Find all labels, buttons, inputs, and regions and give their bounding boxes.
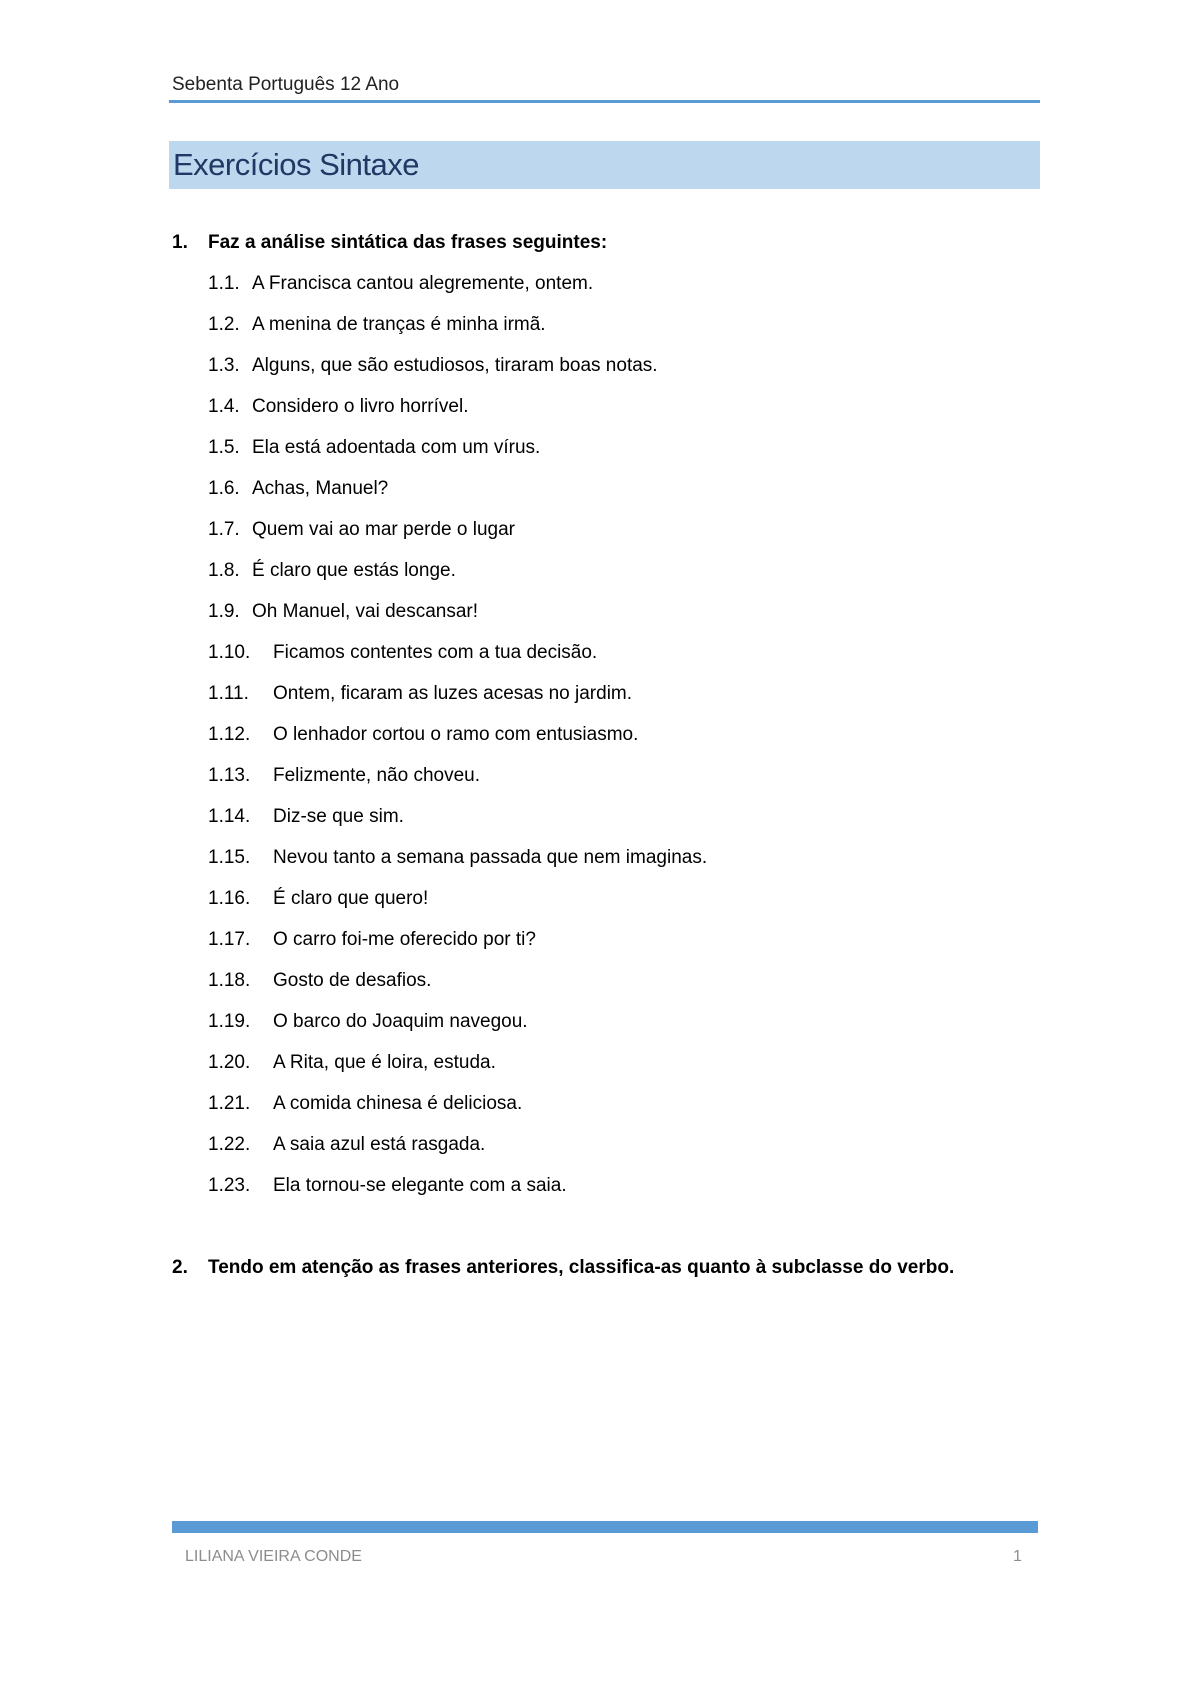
sentence-text: Felizmente, não choveu. [273, 765, 481, 786]
sentence-item [208, 396, 468, 418]
sentence-number: 1.5. [208, 437, 240, 458]
question-1 [172, 232, 607, 254]
sentence-item [208, 765, 480, 787]
sentence-text: É claro que quero! [273, 888, 429, 909]
page-number: 1 [1013, 1548, 1022, 1565]
question-text: Faz a análise sintática das frases seguintes: [208, 232, 608, 253]
sentence-number: 1.8. [208, 560, 240, 581]
question-number: 2. [172, 1257, 188, 1278]
sentence-item [208, 478, 388, 500]
sentence-item [208, 724, 638, 746]
sentence-number: 1.16. [208, 888, 251, 909]
sentence-number: 1.14. [208, 806, 251, 827]
sentence-text: Quem vai ao mar perde o lugar [252, 519, 515, 540]
sentence-number: 1.1. [208, 273, 240, 294]
section-heading-text: Exercícios Sintaxe [173, 147, 419, 182]
sentence-item [208, 1052, 496, 1074]
sentence-item [208, 560, 456, 582]
sentence-number: 1.6. [208, 478, 240, 499]
sentence-item [208, 314, 546, 336]
sentence-text: A comida chinesa é deliciosa. [273, 1093, 523, 1114]
sentence-number: 1.18. [208, 970, 251, 991]
sentence-number: 1.12. [208, 724, 251, 745]
sentence-text: O barco do Joaquim navegou. [273, 1011, 528, 1032]
sentence-number: 1.2. [208, 314, 240, 335]
sentence-text: A Francisca cantou alegremente, ontem. [252, 273, 594, 294]
sentence-number: 1.20. [208, 1052, 251, 1073]
sentence-item [208, 806, 404, 828]
sentence-item [208, 888, 428, 910]
sentence-number: 1.15. [208, 847, 251, 868]
sentence-number: 1.23. [208, 1175, 251, 1196]
sentence-text: Achas, Manuel? [252, 478, 389, 499]
sentence-text: Nevou tanto a semana passada que nem imaginas. [273, 847, 708, 868]
sentence-item [208, 970, 431, 992]
sentence-item [208, 355, 658, 377]
header-divider [169, 100, 1040, 103]
sentence-text: A menina de tranças é minha irmã. [252, 314, 546, 335]
sentence-text: Ontem, ficaram as luzes acesas no jardim. [273, 683, 633, 704]
sentence-text: A saia azul está rasgada. [273, 1134, 486, 1155]
section-heading [169, 141, 1040, 189]
question-text: Tendo em atenção as frases anteriores, classifica-as quanto à subclasse do verbo. [208, 1257, 955, 1278]
footer-bar [172, 1521, 1038, 1533]
sentence-item [208, 273, 593, 295]
sentence-text: O carro foi-me oferecido por ti? [273, 929, 536, 950]
sentence-number: 1.22. [208, 1134, 251, 1155]
sentence-item [208, 601, 478, 623]
sentence-item [208, 642, 597, 664]
sentence-text: Ela está adoentada com um vírus. [252, 437, 541, 458]
sentence-number: 1.10. [208, 642, 251, 663]
sentence-number: 1.4. [208, 396, 240, 417]
sentence-text: Ficamos contentes com a tua decisão. [273, 642, 598, 663]
sentence-item [208, 519, 515, 541]
sentence-text: Alguns, que são estudiosos, tiraram boas notas. [252, 355, 658, 376]
sentence-number: 1.7. [208, 519, 240, 540]
question-number: 1. [172, 232, 188, 253]
sentence-item [208, 1011, 528, 1033]
sentence-text: Oh Manuel, vai descansar! [252, 601, 479, 622]
sentence-item [208, 683, 632, 705]
header-title: Sebenta Português 12 Ano [172, 74, 400, 95]
sentence-text: Ela tornou-se elegante com a saia. [273, 1175, 567, 1196]
sentence-number: 1.9. [208, 601, 240, 622]
sentence-text: É claro que estás longe. [252, 560, 456, 581]
sentence-text: A Rita, que é loira, estuda. [273, 1052, 496, 1073]
sentence-item [208, 929, 536, 951]
sentence-number: 1.17. [208, 929, 251, 950]
question-2 [172, 1257, 954, 1279]
sentence-number: 1.13. [208, 765, 251, 786]
sentence-text: O lenhador cortou o ramo com entusiasmo. [273, 724, 639, 745]
sentence-item [208, 1175, 567, 1197]
sentence-text: Diz-se que sim. [273, 806, 404, 827]
sentence-item [208, 437, 540, 459]
footer-author: LILIANA VIEIRA CONDE [185, 1548, 362, 1565]
sentence-number: 1.21. [208, 1093, 251, 1114]
sentence-number: 1.11. [208, 683, 249, 704]
sentence-number: 1.3. [208, 355, 240, 376]
sentence-text: Considero o livro horrível. [252, 396, 469, 417]
sentence-item [208, 1134, 485, 1156]
sentence-item [208, 1093, 522, 1115]
sentence-item [208, 847, 707, 869]
sentence-text: Gosto de desafios. [273, 970, 432, 991]
sentence-number: 1.19. [208, 1011, 251, 1032]
